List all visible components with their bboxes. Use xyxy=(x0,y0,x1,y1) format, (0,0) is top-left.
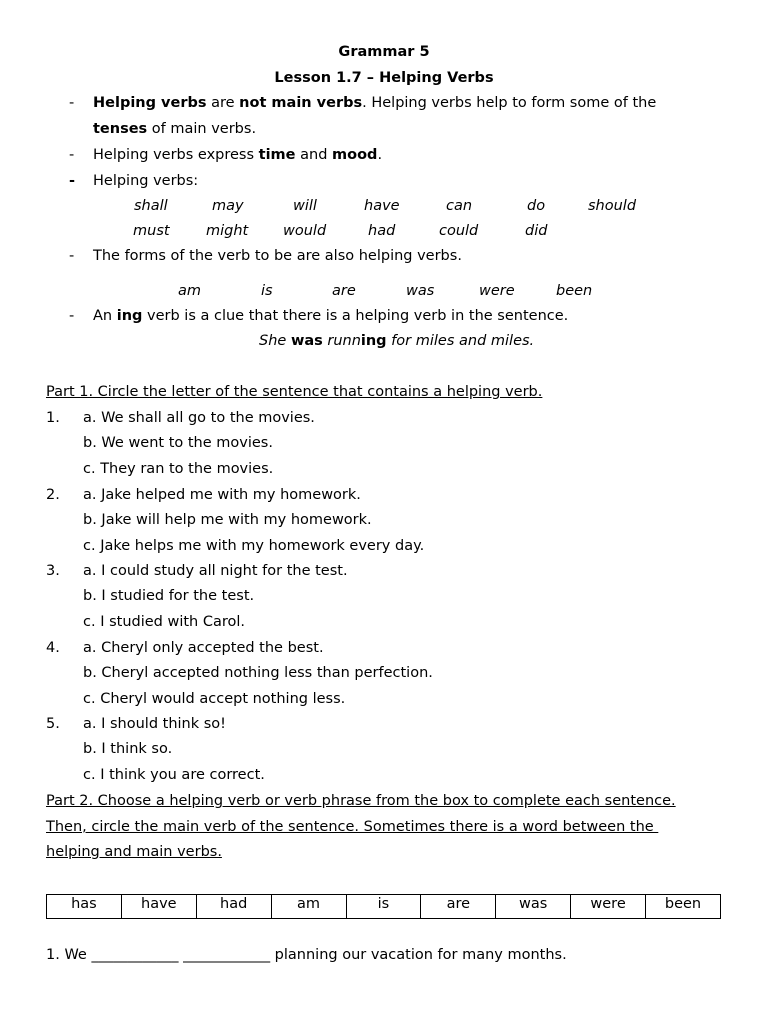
answer-option[interactable]: a. We shall all go to the movies. xyxy=(83,410,315,426)
verb-word: had xyxy=(368,223,396,239)
answer-option[interactable]: b. Cheryl accepted nothing less than perfection. xyxy=(83,665,433,681)
verb-word: did xyxy=(525,223,548,239)
note-time-mood: Helping verbs express time and mood. xyxy=(93,147,383,163)
verb-word: should xyxy=(588,198,637,214)
question-number: 4. xyxy=(46,640,60,656)
answer-option[interactable]: c. I studied with Carol. xyxy=(83,614,246,630)
word-box-cell: has xyxy=(47,895,122,919)
answer-option[interactable]: c. Cheryl would accept nothing less. xyxy=(83,691,346,707)
verb-word: will xyxy=(293,198,317,214)
verb-word: would xyxy=(283,223,327,239)
word-box-cell: have xyxy=(121,895,196,919)
answer-option[interactable]: b. I studied for the test. xyxy=(83,588,255,604)
answer-option[interactable]: b. I think so. xyxy=(83,741,173,757)
worksheet-title: Grammar 5 xyxy=(338,44,430,60)
verb-word: do xyxy=(527,198,546,214)
answer-option[interactable]: c. Jake helps me with my homework every day. xyxy=(83,538,425,554)
answer-option[interactable]: c. I think you are correct. xyxy=(83,767,265,783)
be-form-word: been xyxy=(556,283,593,299)
question-number: 5. xyxy=(46,716,60,732)
bullet-dash: - xyxy=(69,248,75,264)
answer-option[interactable]: c. They ran to the movies. xyxy=(83,461,274,477)
verb-word: could xyxy=(439,223,479,239)
note-helping-verbs-list-label: Helping verbs: xyxy=(93,173,199,189)
question-number: 1. xyxy=(46,410,60,426)
lesson-title: Lesson 1.7 – Helping Verbs xyxy=(274,70,494,86)
note-ing-clue: An ing verb is a clue that there is a helping verb in the sentence. xyxy=(93,308,569,324)
be-form-word: are xyxy=(332,283,356,299)
bullet-dash: - xyxy=(69,95,75,111)
word-box-cell: been xyxy=(646,895,721,919)
answer-option[interactable]: a. I should think so! xyxy=(83,716,226,732)
verb-word: can xyxy=(446,198,473,214)
word-box-cell: are xyxy=(421,895,496,919)
part1-instruction: Part 1. Circle the letter of the sentence that contains a helping verb. xyxy=(46,384,543,400)
note-helping-verbs-definition: Helping verbs are not main verbs. Helping verbs help to form some of the xyxy=(93,95,657,111)
part2-instruction-line-2: Then, circle the main verb of the sentence. Sometimes there is a word between the xyxy=(46,819,659,835)
answer-option[interactable]: a. Cheryl only accepted the best. xyxy=(83,640,324,656)
note-to-be-forms: The forms of the verb to be are also helping verbs. xyxy=(93,248,462,264)
verb-word: must xyxy=(133,223,170,239)
verb-word: might xyxy=(206,223,249,239)
answer-option[interactable]: b. Jake will help me with my homework. xyxy=(83,512,372,528)
answer-option[interactable]: a. I could study all night for the test. xyxy=(83,563,348,579)
word-box-cell: were xyxy=(571,895,646,919)
be-form-word: was xyxy=(406,283,435,299)
helping-verb-word-box xyxy=(46,894,721,919)
verb-word: may xyxy=(212,198,244,214)
verb-word: shall xyxy=(134,198,168,214)
word-box-cell: was xyxy=(496,895,571,919)
part2-instruction-line-1: Part 2. Choose a helping verb or verb phrase from the box to complete each sentence. xyxy=(46,793,676,809)
question-number: 2. xyxy=(46,487,60,503)
part2-sentence-1[interactable]: 1. We ____________ ____________ planning our vacation for many months. xyxy=(46,947,567,963)
example-sentence: She was running for miles and miles. xyxy=(259,333,535,349)
word-box-cell: am xyxy=(271,895,346,919)
question-number: 3. xyxy=(46,563,60,579)
answer-option[interactable]: b. We went to the movies. xyxy=(83,435,273,451)
verb-word: have xyxy=(364,198,400,214)
be-form-word: were xyxy=(479,283,515,299)
bullet-dash: - xyxy=(69,173,76,189)
bullet-dash: - xyxy=(69,308,75,324)
answer-option[interactable]: a. Jake helped me with my homework. xyxy=(83,487,361,503)
part2-instruction-line-3: helping and main verbs. xyxy=(46,844,222,860)
note-helping-verbs-definition-cont: tenses of main verbs. xyxy=(93,121,257,137)
word-box-cell: had xyxy=(196,895,271,919)
be-form-word: is xyxy=(261,283,273,299)
bullet-dash: - xyxy=(69,147,75,163)
word-box-cell: is xyxy=(346,895,421,919)
be-form-word: am xyxy=(178,283,202,299)
